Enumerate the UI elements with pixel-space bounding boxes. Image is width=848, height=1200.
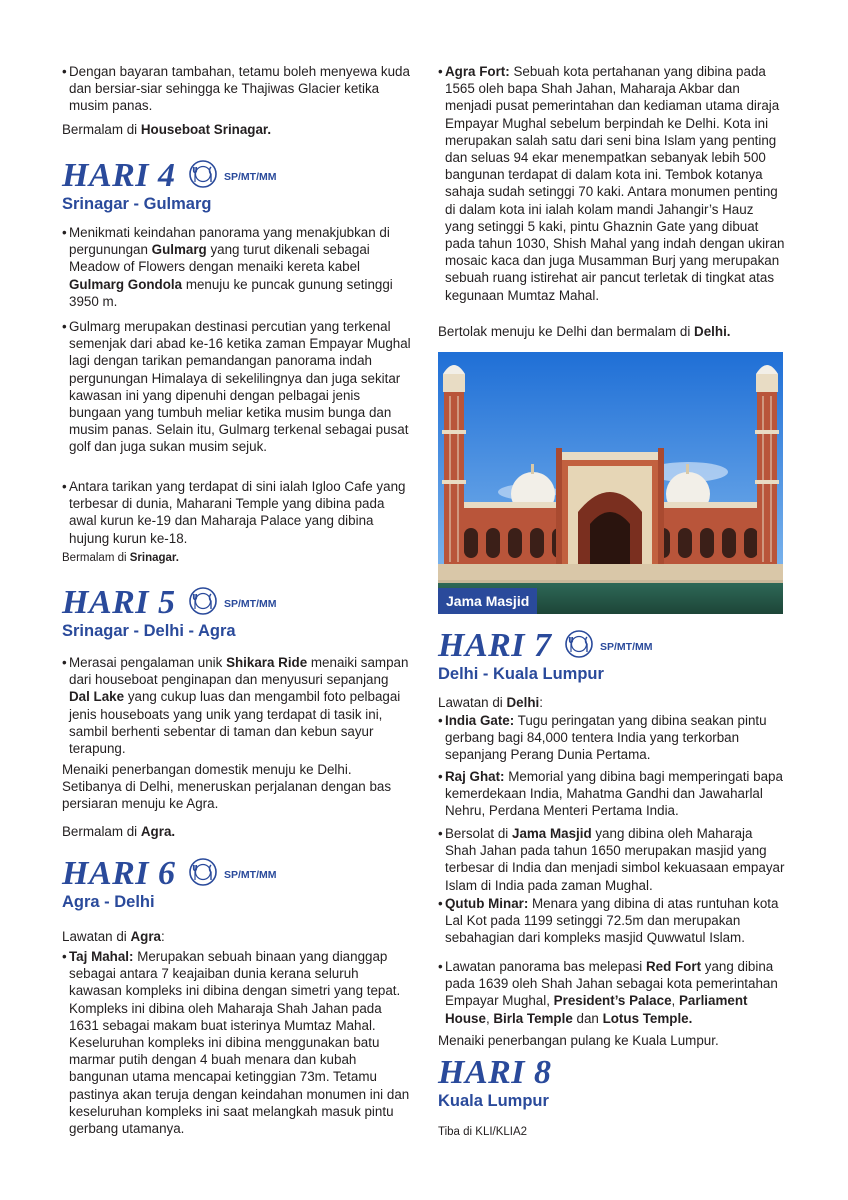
stay-note: Bermalam di Agra.	[62, 824, 176, 839]
list-item: • Menikmati keindahan panorama yang menakjubkan di pergunungan Gulmarg yang turut dikenali sebagai Meadow of Flowers dengan menaiki kereta kabel Gulmarg Gondola menuju ke puncak gunung setinggi 3950 m.	[62, 224, 412, 310]
route-title: Srinagar - Delhi - Agra	[62, 622, 236, 640]
paragraph: Menaiki penerbangan pulang ke Kuala Lumpur.	[438, 1033, 719, 1048]
day-title: HARI 4	[62, 157, 176, 194]
meal-icon	[564, 629, 594, 659]
list-item: • Raj Ghat: Memorial yang dibina bagi memperingati bapa kemerdekaan India, Mahatma Gandhi dan Jawaharlal Nehru, Perdana Menteri Pertama India.	[438, 768, 786, 820]
minaret-right	[755, 365, 779, 564]
day-title: HARI 5	[62, 584, 176, 621]
jama-masjid-photo	[438, 352, 783, 614]
list-item: • Taj Mahal: Merupakan sebuah binaan yang dianggap sebagai antara 7 keajaiban dunia kerana seluruh kawasan kompleks ini dibina dengan simetri yang tepat. Kompleks ini dibina oleh Maharaja Shah Jahan pada 1631 sebagai makam buat isterinya Mumtaz Mahal. Keseluruhan kompleks ini dibina menggunakan batu marmar putih dengan 4 buah menara dan kubah bangunan utama mencapai ketinggian 73m. Tetamu pastinya akan teruja dengan keindahan monumen ini dan keseluruhan kompleks ini saat melangkah masuk pintu gerbang utamanya.	[62, 948, 412, 1137]
day-8-header	[438, 1054, 786, 1114]
day-5-header	[62, 584, 412, 644]
list-item: • Dengan bayaran tambahan, tetamu boleh menyewa kuda dan bersiar-siar sehingga ke Thajiwas Glacier ketika musim panas.	[62, 63, 412, 115]
route-title: Delhi - Kuala Lumpur	[438, 665, 604, 683]
meal-icon	[188, 857, 218, 887]
list-item: • Bersolat di Jama Masjid yang dibina oleh Maharaja Shah Jahan pada tahun 1650 merupakan masjid yang terbesar di India dan menjadi simbol kekuasaan empayar Islam di India pada zaman Mughal.	[438, 825, 786, 894]
list-item: • Gulmarg merupakan destinasi percutian yang terkenal semenjak dari abad ke-16 ketika zaman Empayar Mughal lagi dengan tarikan pemandangan panorama indah pergunungan Himalaya di sekelilingnya dan juga sekitar kawasan ini yang dipenuhi dengan pelbagai jenis bungaan yang tumbuh meliar ketika musim bunga dan musim panas. Selain itu, Gulmarg terkenal sebagai pusat golf dan juga sukan musim sejuk.	[62, 318, 412, 456]
day-title: HARI 6	[62, 855, 176, 892]
minaret-left	[442, 365, 466, 564]
arrival-note: Tiba di KLI/KLIA2	[438, 1126, 528, 1138]
list-item: • Agra Fort: Sebuah kota pertahanan yang dibina pada 1565 oleh bapa Shah Jahan, Maharaja Akbar dan menjadi pusat pemerintahan dan kediaman utama diraja Empayar Mughal sebelum berpindah ke Delhi. Kota ini merupakan salah satu dari seni bina Islam yang penting dan seluas 94 ekar menempatkan sebanyak lebih 500 bangunan terdapat di dalam kota ini. Tembok kotanya sahaja sudah setinggi 70 kaki. Antara monumen penting di dalam kota ini ialah kolam mandi Jahangir’s Hauz yang setinggi 5 kaki, pintu Ghaznin Gate yang dibuat pada tahun 1030, Shish Mahal yang indah dengan ukiran mosaic kaca dan juga Musamman Burj yang merupakan sebuah ruang istirehat air pancut terletak di tingkat atas kegunaan Mumtaz Mahal.	[438, 63, 786, 304]
stay-note: Bermalam di Srinagar.	[62, 552, 179, 564]
list-item: • Lawatan panorama bas melepasi Red Fort yang dibina pada 1639 oleh Shah Jahan sebagai kota pemerintahan Empayar Mughal, President’s Palace, Parliament House, Birla Temple dan Lotus Temple.	[438, 958, 786, 1027]
visit-label: Lawatan di Delhi:	[438, 695, 543, 710]
day-7-header	[438, 627, 786, 687]
list-item: • Qutub Minar: Menara yang dibina di atas runtuhan kota Lal Kot pada 1199 setinggi 72.5m dan merupakan sebahagian dari kompleks masjid Quwwatul Islam.	[438, 895, 786, 947]
route-title: Agra - Delhi	[62, 893, 155, 911]
list-item: • Merasai pengalaman unik Shikara Ride menaiki sampan dari houseboat penginapan dan menyusuri sepanjang Dal Lake yang cukup luas dan mengambil foto pelbagai jenis houseboats yang unik yang terdapat di tasik ini, sambil berhenti sebentar di taman dan kebun sayur terapung.	[62, 654, 412, 757]
day-title: HARI 8	[438, 1054, 552, 1091]
meal-code: SP/MT/MM	[224, 171, 277, 183]
stay-note: Bermalam di Houseboat Srinagar.	[62, 122, 272, 137]
meal-icon	[188, 586, 218, 616]
route-title: Srinagar - Gulmarg	[62, 195, 212, 213]
day-4-header	[62, 157, 412, 217]
visit-label: Lawatan di Agra:	[62, 929, 165, 944]
meal-icon	[188, 159, 218, 189]
paragraph: Menaiki penerbangan domestik menuju ke Delhi. Setibanya di Delhi, meneruskan perjalanan dengan bas persiaran menuju ke Agra.	[62, 762, 392, 812]
meal-code: SP/MT/MM	[600, 641, 653, 653]
meal-code: SP/MT/MM	[224, 869, 277, 881]
mosque-illustration	[438, 352, 783, 614]
day-6-header	[62, 855, 412, 915]
paragraph: Bertolak menuju ke Delhi dan bermalam di Delhi.	[438, 324, 731, 339]
list-item: • Antara tarikan yang terdapat di sini ialah Igloo Cafe yang terbesar di dunia, Maharani Temple yang dibina pada awal kurun ke-19 dan Maharaja Palace yang dibina hujung kurun ke-18.	[62, 478, 412, 547]
meal-code: SP/MT/MM	[224, 598, 277, 610]
day-title: HARI 7	[438, 627, 552, 664]
photo-caption: Jama Masjid	[438, 588, 537, 614]
route-title: Kuala Lumpur	[438, 1092, 549, 1110]
list-item: • India Gate: Tugu peringatan yang dibina seakan pintu gerbang bagi 84,000 tentera India yang terkorban sepanjang Perang Dunia Pertama.	[438, 712, 786, 764]
